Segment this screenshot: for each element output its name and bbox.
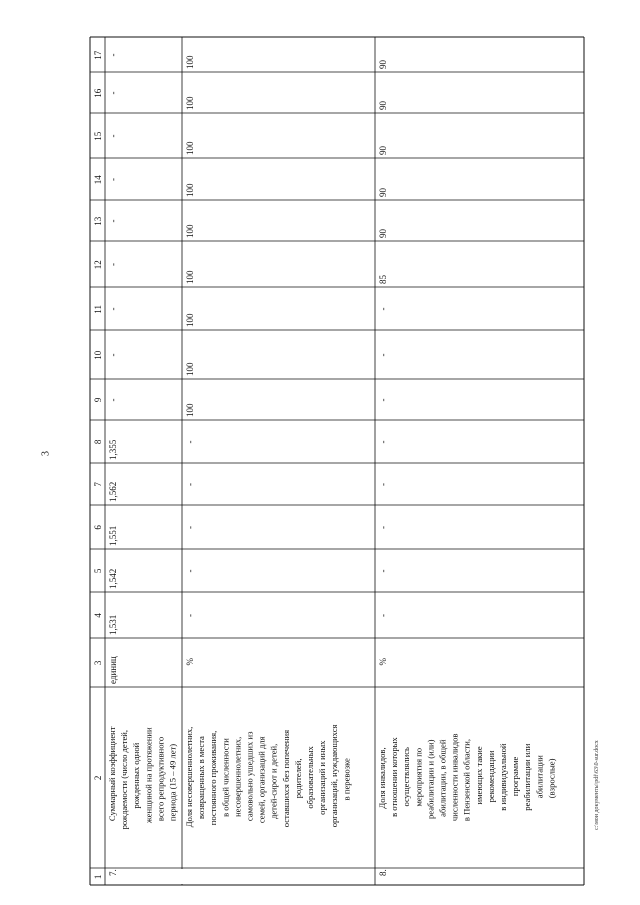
- unit-cell: %: [185, 658, 195, 666]
- value-cell: -: [378, 440, 388, 444]
- column-number: 4: [93, 613, 103, 618]
- column-number: 3: [93, 660, 103, 666]
- indicator-name-line: в Пензенской области,: [461, 738, 472, 822]
- indicator-name-line: (взрослые): [546, 758, 557, 799]
- indicator-name-line: организаций и иных: [317, 740, 328, 815]
- column-number: 17: [93, 50, 103, 60]
- column-number: 13: [93, 216, 103, 226]
- indicator-name-line: Суммарный коэффициент: [107, 726, 117, 822]
- indicator-name-line: в отношении которых: [389, 737, 400, 817]
- value-cell: 100: [185, 183, 195, 197]
- column-number: 5: [93, 568, 103, 574]
- indicator-name-line: несовершеннолетних,: [232, 736, 243, 817]
- column-number: 15: [93, 131, 103, 141]
- value-cell: 100: [185, 270, 195, 284]
- indicator-name-line: осуществлялись: [401, 747, 412, 807]
- indicator-name-line: организаций, нуждающихся: [329, 724, 340, 828]
- value-cell: -: [185, 526, 195, 529]
- value-cell: 1,542: [108, 568, 118, 589]
- value-cell: -: [108, 398, 118, 402]
- indicator-name-line: программе: [510, 756, 521, 797]
- column-number: 9: [93, 397, 103, 403]
- value-cell: -: [185, 569, 195, 573]
- value-cell: 1,551: [108, 525, 118, 546]
- column-number: 10: [93, 350, 103, 360]
- unit-cell: %: [378, 658, 388, 666]
- value-cell: 1,355: [108, 439, 118, 460]
- column-number: 7: [93, 482, 103, 487]
- indicator-name-line: абилитации, в общей: [437, 739, 448, 817]
- column-number: 1: [93, 874, 103, 880]
- column-number: 6: [93, 525, 103, 530]
- value-cell: -: [378, 614, 388, 617]
- indicator-name-line: постоянного проживания,: [208, 730, 219, 826]
- value-cell: -: [108, 219, 118, 223]
- column-number: 12: [93, 260, 103, 270]
- indicator-name-line: в перевозке: [341, 758, 352, 801]
- column-number: 14: [93, 175, 103, 185]
- value-cell: 100: [185, 313, 195, 327]
- indicator-name-line: детей-сирот и детей,: [268, 743, 279, 819]
- value-cell: -: [185, 440, 195, 444]
- value-cell: -: [108, 53, 118, 57]
- indicator-name-line: родителей,: [292, 758, 303, 799]
- indicator-name-line: рождаемости (число детей,: [119, 729, 130, 830]
- value-cell: -: [378, 398, 388, 402]
- column-number: 8: [93, 439, 103, 445]
- unit-cell: единиц: [108, 656, 118, 684]
- indicator-name-line: имеющих такие: [473, 746, 484, 805]
- value-cell: 1,531: [108, 614, 118, 635]
- indicator-name-line: оставшихся без попечения: [280, 729, 291, 828]
- indicator-name-line: мероприятия по: [413, 747, 424, 807]
- indicator-name-line: периода (15 – 49 лет): [167, 743, 178, 822]
- value-cell: -: [378, 569, 388, 573]
- value-cell: 100: [185, 224, 195, 238]
- value-cell: 90: [378, 188, 388, 197]
- indicator-name-line: рожденных одной: [131, 742, 142, 809]
- column-number: 11: [93, 305, 103, 314]
- value-cell: -: [185, 614, 195, 617]
- value-cell: 90: [378, 229, 388, 238]
- indicator-name-line: семей, организаций для: [256, 736, 267, 824]
- value-cell: -: [185, 483, 195, 486]
- value-cell: 1,562: [108, 481, 118, 502]
- value-cell: -: [108, 178, 118, 181]
- value-cell: 100: [185, 362, 195, 376]
- value-cell: 85: [378, 275, 388, 284]
- indicator-name-line: возвращенных в места: [196, 736, 207, 819]
- value-cell: -: [108, 353, 118, 357]
- indicator-name-line: образовательных: [305, 746, 315, 809]
- indicator-name-line: абилитации: [534, 755, 545, 799]
- indicator-name-line: реабилитации и (или): [425, 739, 436, 819]
- indicator-name-line: в общей численности: [220, 738, 231, 817]
- value-cell: -: [378, 307, 388, 311]
- indicator-name-line: численности инвалидов: [449, 733, 460, 822]
- column-number: 16: [93, 88, 103, 98]
- page-number: 3: [40, 451, 52, 456]
- indicator-name-line: Доля инвалидов,: [377, 747, 387, 809]
- value-cell: 100: [185, 96, 195, 110]
- value-cell: 90: [378, 146, 388, 155]
- value-cell: -: [378, 526, 388, 529]
- value-cell: -: [378, 353, 388, 357]
- value-cell: 100: [185, 141, 195, 155]
- indicator-name-line: Доля несовершеннолетних,: [184, 726, 194, 828]
- footer-file-path: c:\мои документы\pdf\63\0-sur.docx: [594, 740, 600, 830]
- column-number: 2: [93, 775, 103, 781]
- indicator-name-line: рекомендации: [485, 750, 496, 803]
- value-cell: -: [108, 134, 118, 138]
- indicator-name-line: самовольно ушедших из: [244, 731, 255, 822]
- value-cell: -: [108, 263, 118, 266]
- value-cell: -: [378, 483, 388, 486]
- value-cell: 100: [185, 55, 195, 69]
- value-cell: -: [108, 91, 118, 95]
- indicator-name-line: женщиной на протяжении: [143, 727, 154, 824]
- value-cell: 90: [378, 101, 388, 110]
- value-cell: 100: [185, 403, 195, 417]
- value-cell: -: [108, 307, 118, 311]
- row-number: 7.: [108, 869, 118, 876]
- row-number: 8.: [378, 869, 388, 876]
- indicator-name-line: всего репродуктивного: [155, 736, 166, 822]
- indicator-name-line: реабилитации или: [522, 743, 533, 811]
- indicator-name-line: в индивидуальной: [498, 743, 508, 811]
- value-cell: 90: [378, 60, 388, 69]
